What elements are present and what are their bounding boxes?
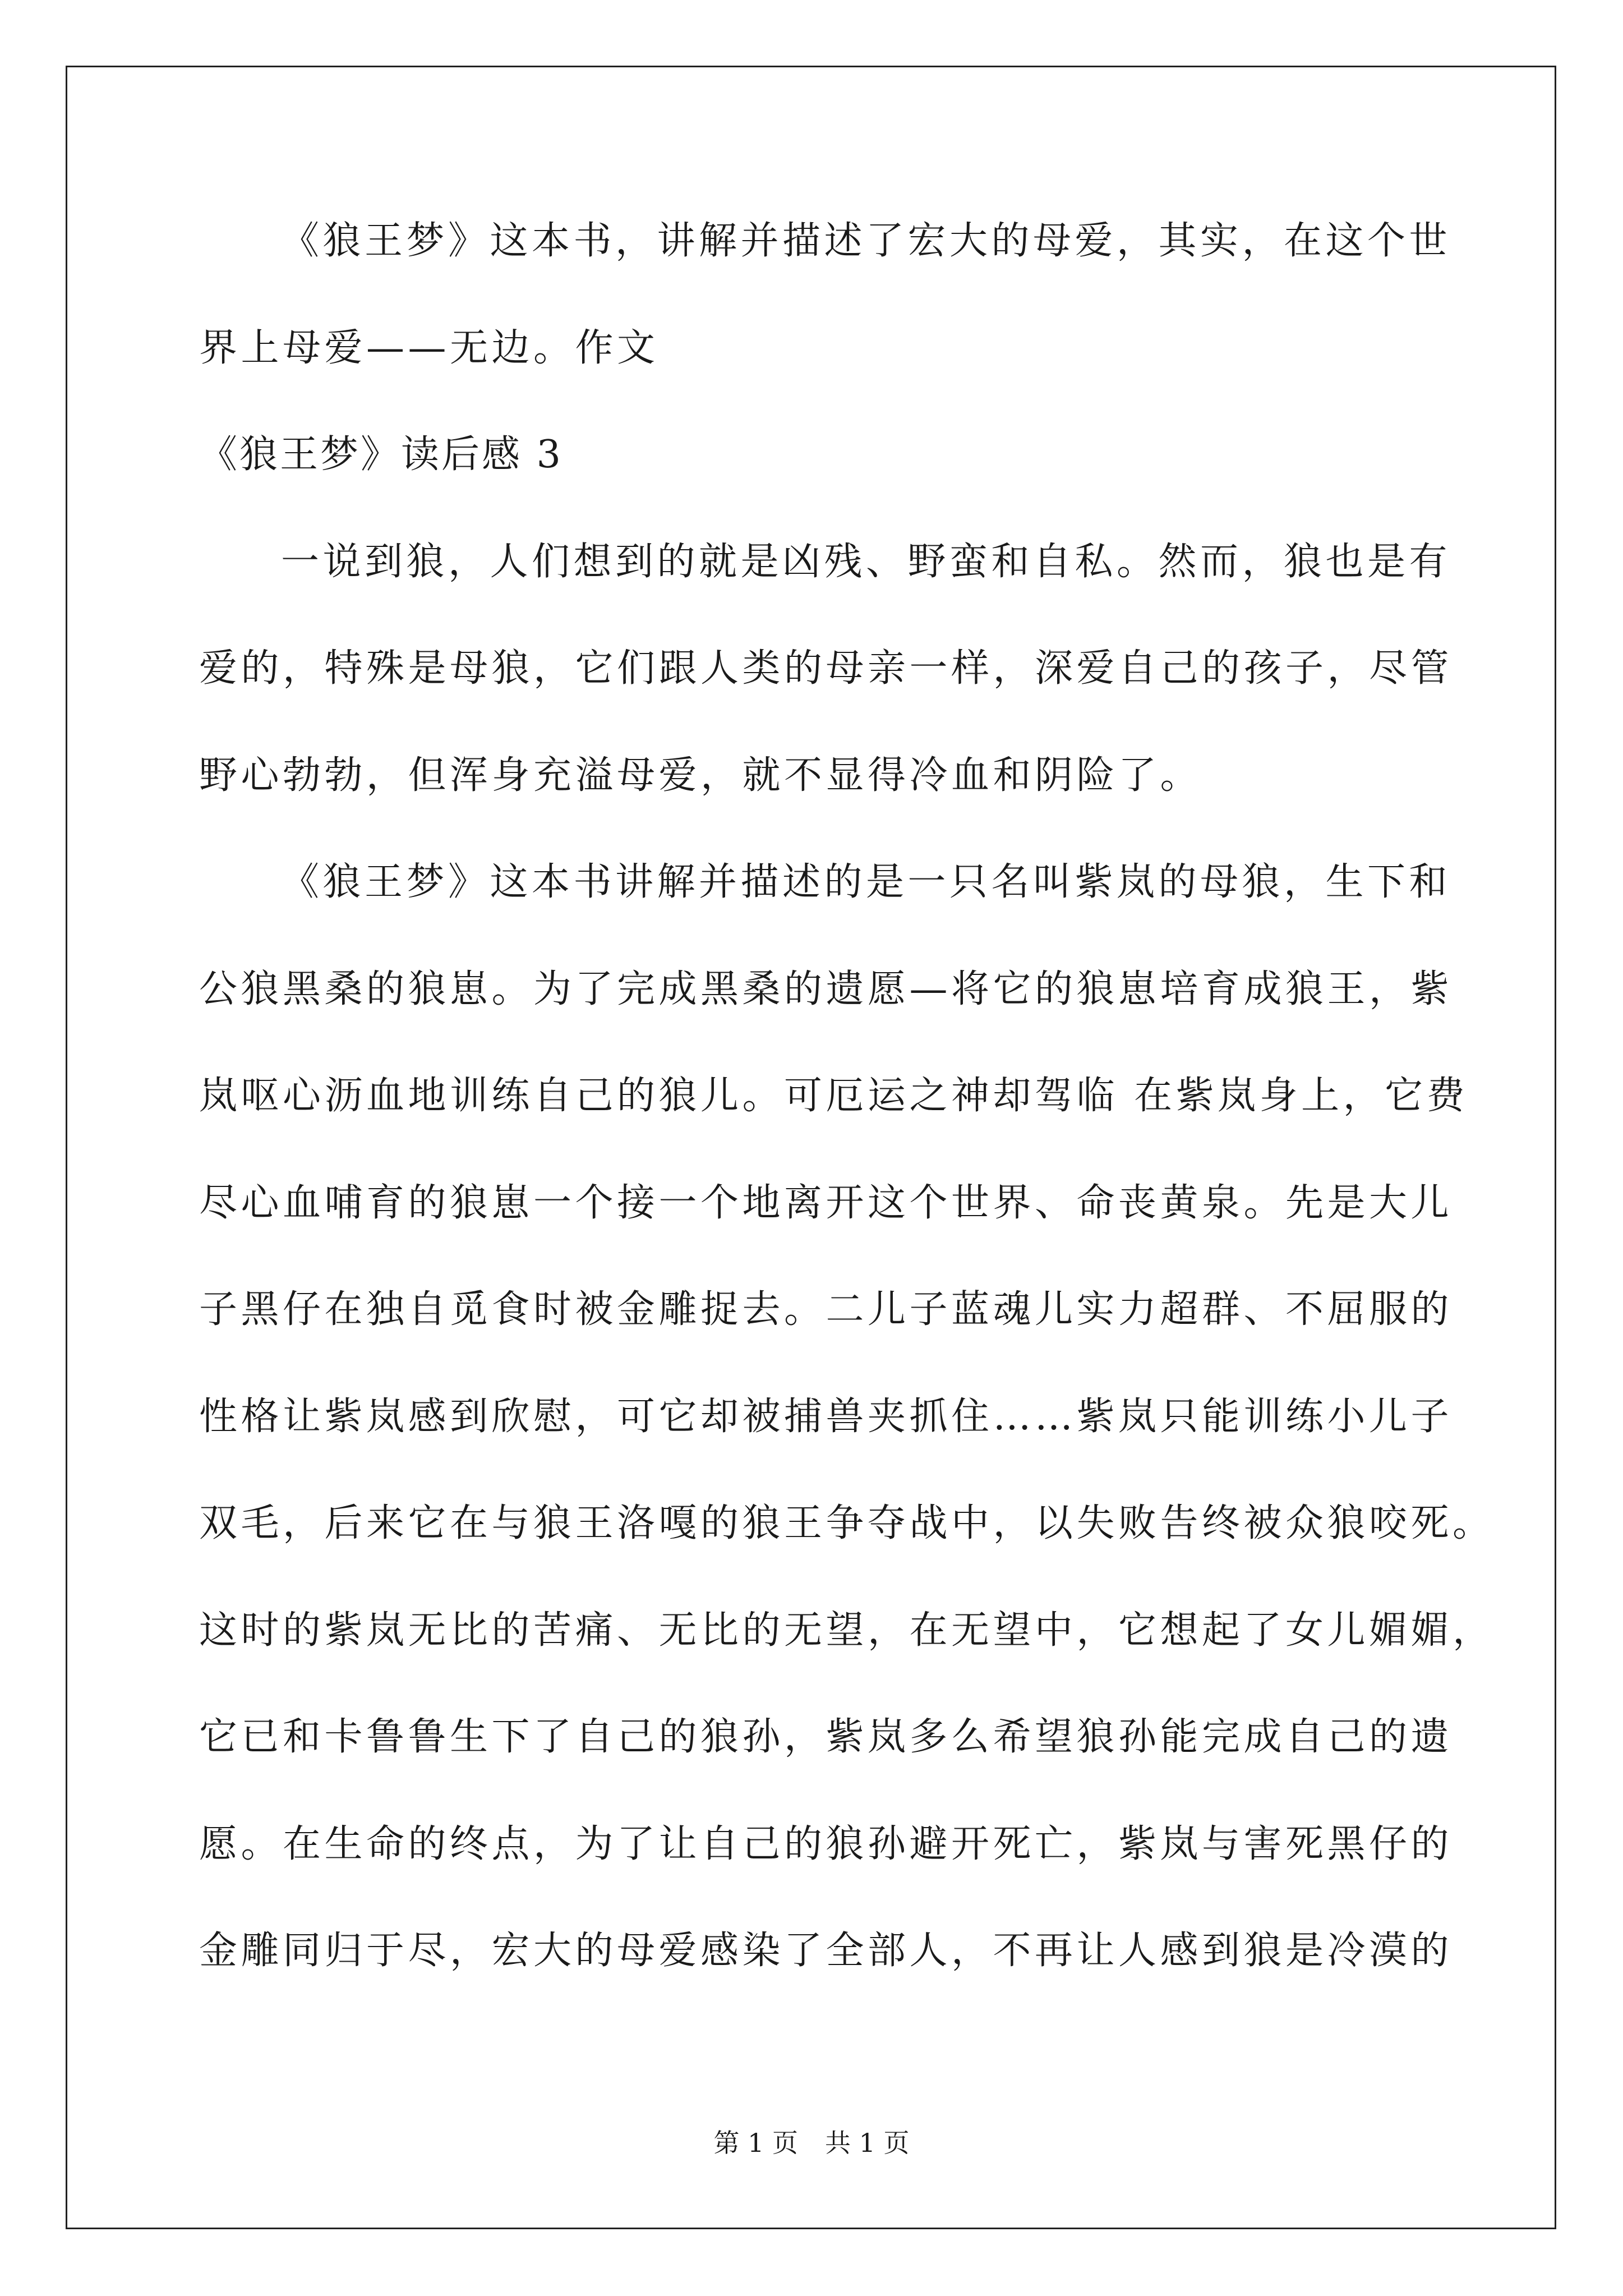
- paragraph-line: 双毛，后来它在与狼王洛嘎的狼王争夺战中，以失败告终被众狼咬死。: [199, 1501, 1495, 1545]
- paragraph-line: 《狼王梦》这本书，讲解并描述了宏大的母爱，其实，在这个世: [281, 219, 1451, 263]
- paragraph-line: 尽心血哺育的狼崽一个接一个地离开这个世界、命丧黄泉。先是大儿: [199, 1180, 1453, 1225]
- page-number: 第 1 页: [713, 2128, 798, 2158]
- paragraph-line: 爱的，特殊是母狼，它们跟人类的母亲一样，深爱自己的孩子，尽管: [199, 646, 1453, 691]
- paragraph-line: 野心勃勃，但浑身充溢母爱，就不显得冷血和阴险了。: [199, 753, 1202, 798]
- paragraph-line: 子黑仔在独自觅食时被金雕捉去。二儿子蓝魂儿实力超群、不屈服的: [199, 1287, 1453, 1332]
- paragraph-line: 公狼黑桑的狼崽。为了完成黑桑的遗愿—将它的狼崽培育成狼王，紫: [199, 967, 1453, 1011]
- paragraph-line: 这时的紫岚无比的苦痛、无比的无望，在无望中，它想起了女儿媚媚，: [199, 1608, 1495, 1653]
- page-footer: [0, 2126, 1623, 2160]
- paragraph-line: 岚呕心沥血地训练自己的狼儿。可厄运之神却驾临 在紫岚身上，它费: [199, 1074, 1469, 1118]
- page-total: 共 1 页: [825, 2128, 910, 2158]
- paragraph-line: 一说到狼，人们想到的就是凶残、野蛮和自私。然而，狼也是有: [281, 539, 1451, 584]
- paragraph-line: 《狼王梦》这本书讲解并描述的是一只名叫紫岚的母狼，生下和: [281, 860, 1451, 904]
- paragraph-line: 金雕同归于尽，宏大的母爱感染了全部人，不再让人感到狼是冷漠的: [199, 1929, 1453, 1973]
- paragraph-line: 性格让紫岚感到欣慰，可它却被捕兽夹抓住……紫岚只能训练小儿子: [199, 1394, 1453, 1439]
- section-heading: 《狼王梦》读后感 3: [199, 432, 563, 477]
- paragraph-line: 它已和卡鲁鲁生下了自己的狼孙，紫岚多么希望狼孙能完成自己的遗: [199, 1715, 1453, 1759]
- paragraph-line: 愿。在生命的终点，为了让自己的狼孙避开死亡，紫岚与害死黑仔的: [199, 1821, 1453, 1866]
- document-body: [199, 208, 1495, 2024]
- paragraph-line: 界上母爱——无边。作文: [199, 325, 659, 370]
